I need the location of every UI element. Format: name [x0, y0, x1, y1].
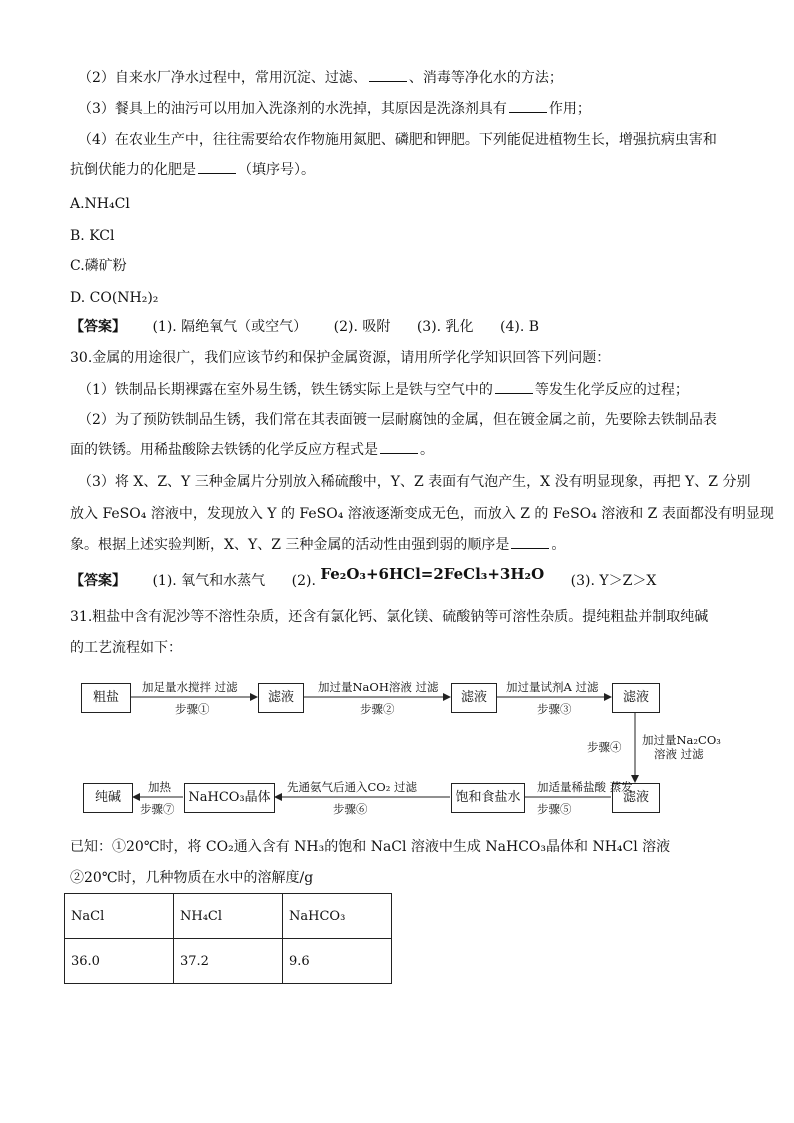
q30-item3-line2: 放入 FeSO₄ 溶液中，发现放入 Y 的 FeSO₄ 溶液逐渐变成无色，而放入 Z 的 FeSO₄ 溶液和 Z 表面都没有明显现	[70, 506, 774, 522]
answer-2: (2). 吸附	[333, 319, 391, 335]
q30-item3-line3: 象。根据上述实验判断，X、Y、Z 三种金属的活动性由强到弱的顺序是 。	[70, 537, 566, 553]
table-header-cell: NaHCO₃	[283, 894, 392, 939]
answer-label: 【答案】	[70, 573, 126, 589]
table-row	[65, 894, 392, 939]
answer-3: (3). Y＞Z＞X	[570, 573, 657, 589]
answer-2-equation: Fe₂O₃+6HCl=2FeCl₃+3H₂O	[320, 565, 545, 583]
q30-stem: 30.金属的用途很广，我们应该节约和保护金属资源，请用所学化学知识回答下列问题：	[70, 350, 611, 366]
flow-op-4b: 溶液 过滤	[654, 747, 704, 761]
flow-box-nahco3-crystal: NaHCO₃晶体	[184, 783, 275, 813]
solubility-table	[64, 893, 392, 984]
flow-step-5: 步骤⑤	[537, 802, 572, 816]
q30-item2-line2: 面的铁锈。用稀盐酸除去铁锈的化学反应方程式是 。	[70, 442, 434, 458]
q29-item4-line2: 抗倒伏能力的化肥是 （填序号）。	[70, 162, 315, 178]
flow-box-filtrate-4: 滤液	[612, 783, 660, 813]
flow-step-2: 步骤②	[360, 702, 395, 716]
flow-step-7: 步骤⑦	[140, 802, 175, 816]
flow-box-filtrate-1: 滤液	[258, 683, 304, 713]
answer-3: (3). 乳化	[416, 319, 474, 335]
answer-1: (1). 氧气和水蒸气	[152, 573, 266, 589]
table-header-cell: NH₄Cl	[174, 894, 283, 939]
flow-op-2: 加过量NaOH溶液 过滤	[318, 680, 439, 694]
q29-option-c: C.磷矿粉	[70, 258, 127, 274]
table-row	[65, 939, 392, 984]
q31-known-1: 已知：①20℃时，将 CO₂通入含有 NH₃的饱和 NaCl 溶液中生成 NaHCO₃晶体和 NH₄Cl 溶液	[70, 839, 671, 855]
flow-op-5: 加适量稀盐酸 蒸发	[537, 780, 633, 794]
q29-item4-line1: （4）在农业生产中，往往需要给农作物施用氮肥、磷肥和钾肥。下列能促进植物生长，增强抗病虫害和	[78, 132, 717, 148]
flow-op-7: 加热	[148, 780, 171, 794]
flow-step-6: 步骤⑥	[333, 802, 368, 816]
table-header-cell: NaCl	[65, 894, 174, 939]
q29-item2: （2）自来水厂净水过程中，常用沉淀、过滤、 、消毒等净化水的方法；	[78, 70, 563, 86]
q30-item3-line1: （3）将 X、Z、Y 三种金属片分别放入稀硫酸中，Y、Z 表面有气泡产生，X 没有明显现象，再把 Y、Z 分别	[78, 474, 751, 490]
flow-box-filtrate-2: 滤液	[451, 683, 497, 713]
table-cell: 37.2	[174, 939, 283, 984]
q29-option-a: A.NH₄Cl	[70, 196, 130, 212]
answer-label: 【答案】	[70, 319, 126, 335]
flow-box-saturated-brine: 饱和食盐水	[451, 783, 525, 813]
answer-4: (4). B	[500, 319, 540, 335]
flow-op-3: 加过量试剂A 过滤	[506, 680, 599, 694]
flow-step-3: 步骤③	[537, 702, 572, 716]
flow-op-1: 加足量水搅拌 过滤	[142, 680, 238, 694]
answer-2-label: (2).	[291, 573, 316, 589]
flow-op-4a: 加过量Na₂CO₃	[642, 733, 721, 747]
q31-stem-line2: 的工艺流程如下：	[70, 640, 182, 656]
table-cell: 9.6	[283, 939, 392, 984]
answer-1: (1). 隔绝氧气（或空气）	[152, 319, 308, 335]
flow-step-1: 步骤①	[175, 702, 210, 716]
q29-item3: （3）餐具上的油污可以用加入洗涤剂的水洗掉，其原因是洗涤剂具有 作用；	[78, 101, 591, 117]
q30-item2-line1: （2）为了预防铁制品生锈，我们常在其表面镀一层耐腐蚀的金属，但在镀金属之前，先要除去铁制品表	[78, 412, 717, 428]
flow-op-6: 先通氨气后通入CO₂ 过滤	[287, 780, 417, 794]
q29-option-d: D. CO(NH₂)₂	[70, 290, 159, 306]
q31-stem-line1: 31.粗盐中含有泥沙等不溶性杂质，还含有氯化钙、氯化镁、硫酸钠等可溶性杂质。提纯粗盐并制取纯碱	[70, 609, 709, 625]
q31-known-2: ②20℃时，几种物质在水中的溶解度/g	[70, 870, 314, 886]
flow-box-filtrate-3: 滤液	[612, 683, 660, 713]
q29-option-b: B. KCl	[70, 228, 115, 244]
flow-step-4: 步骤④	[587, 740, 622, 754]
q30-item1: （1）铁制品长期裸露在室外易生锈，铁生锈实际上是铁与空气中的 等发生化学反应的过程；	[78, 382, 689, 398]
flow-box-crude-salt: 粗盐	[81, 683, 131, 713]
table-cell: 36.0	[65, 939, 174, 984]
flow-box-soda-ash: 纯碱	[83, 783, 133, 813]
